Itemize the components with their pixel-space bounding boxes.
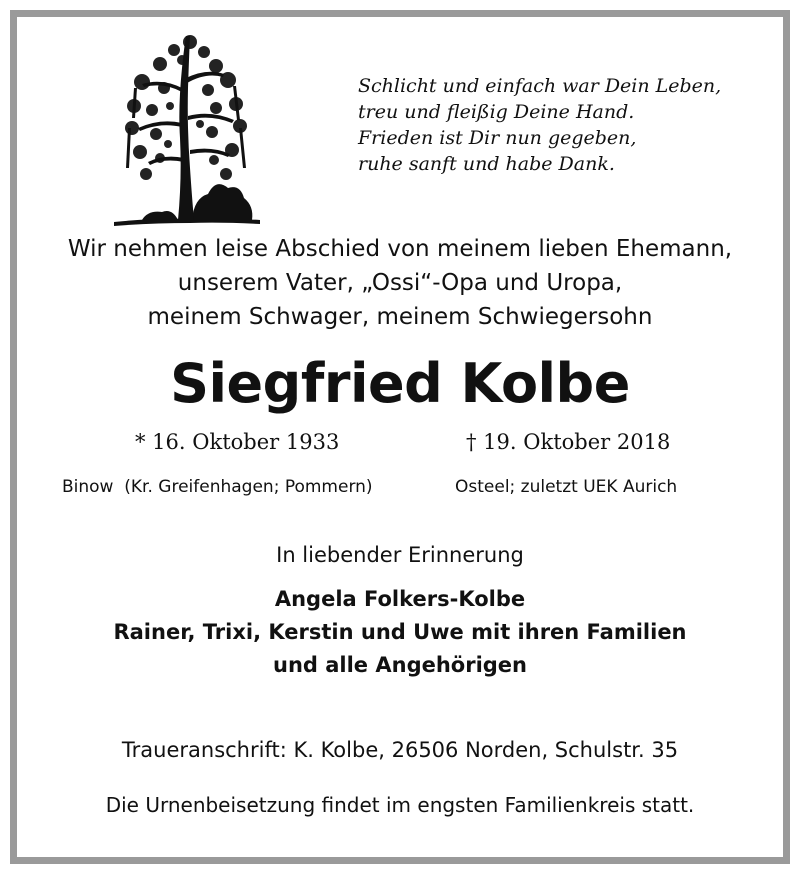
poem-line: ruhe sanft und habe Dank. <box>358 153 615 175</box>
mourner-line: Rainer, Trixi, Kerstin und Uwe mit ihren Familien <box>113 620 687 644</box>
memory-heading: In liebender Erinnerung <box>276 543 524 567</box>
poem-line: Schlicht und einfach war Dein Leben, <box>358 75 722 97</box>
mourner-line: Angela Folkers-Kolbe <box>274 587 526 611</box>
mourners-list <box>0 583 800 682</box>
birth-place: Binow (Kr. Greifenhagen; Pommern) <box>62 477 373 497</box>
intro-line: meinem Schwager, meinem Schwiegersohn <box>147 304 653 330</box>
intro-line: unserem Vater, „Ossi“-Opa und Uropa, <box>177 270 623 296</box>
death-date: † 19. Oktober 2018 <box>466 430 671 454</box>
intro-line: Wir nehmen leise Abschied von meinem lieben Ehemann, <box>67 236 733 262</box>
poem <box>358 73 721 177</box>
death-place: Osteel; zuletzt UEK Aurich <box>455 477 678 497</box>
burial-note: Die Urnenbeisetzung findet im engsten Familienkreis statt. <box>105 793 695 817</box>
poem-line: treu und fleißig Deine Hand. <box>358 101 635 123</box>
birth-date: * 16. Oktober 1933 <box>135 430 340 454</box>
deceased-name: Siegfried Kolbe <box>170 352 630 415</box>
farewell-intro <box>0 232 800 334</box>
mourning-address: Traueranschrift: K. Kolbe, 26506 Norden, Schulstr. 35 <box>121 738 679 762</box>
poem-line: Frieden ist Dir nun gegeben, <box>358 127 637 149</box>
tree-icon <box>112 28 262 233</box>
mourner-line: und alle Angehörigen <box>273 653 527 677</box>
